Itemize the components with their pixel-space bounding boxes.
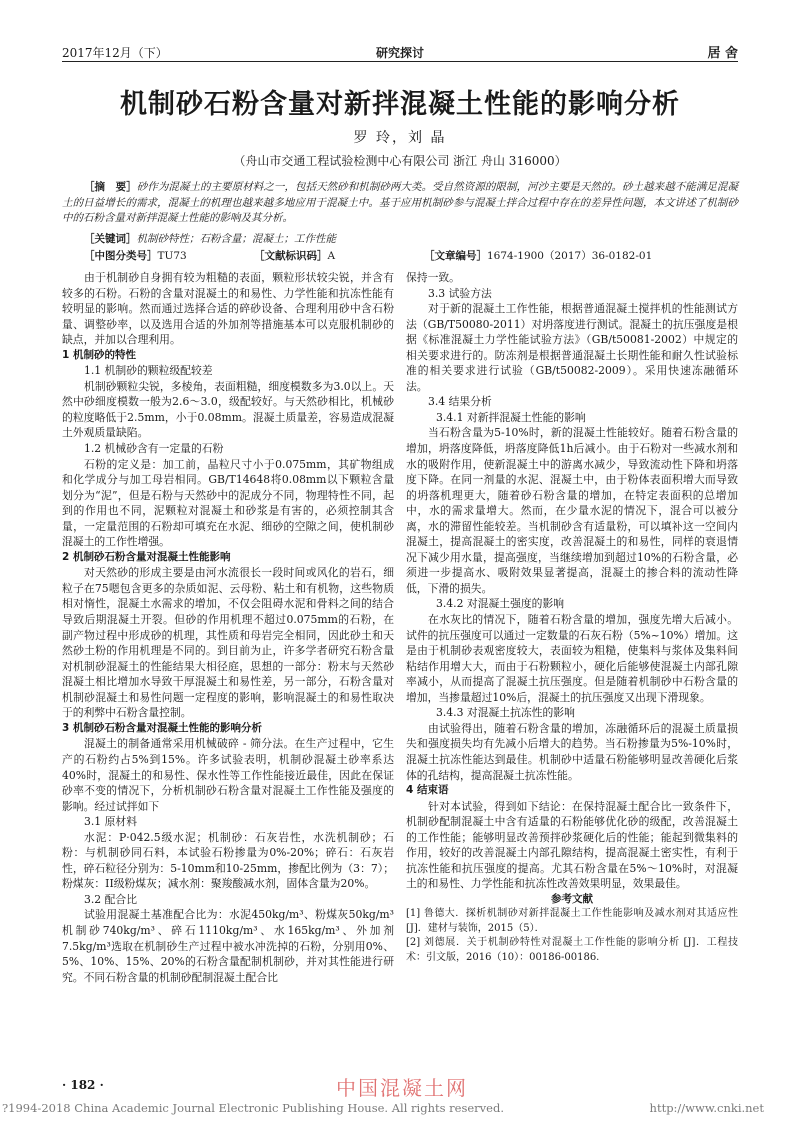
header-journal: 居 舍 [707, 46, 738, 61]
keywords [84, 232, 734, 247]
footer [0, 1098, 800, 1118]
reference-item: [1] 鲁德大．探析机制砂对新拌混凝土工作性能影响及减水剂对其适应性[J]．建材与装饰，2015（5）． [406, 908, 738, 934]
article-number [424, 249, 652, 264]
footer-url[interactable]: http://www.cnki.net [649, 1101, 764, 1115]
subsubsection-heading: 3.4.2 对混凝土强度的影响 [436, 597, 565, 611]
art-value: 1674-1900（2017）36-0182-01 [487, 250, 653, 262]
reference-item: [2] 刘德展．关于机制砂特性对混凝土工作性能的影响分析 [J]．工程技术：引文版，2016（10）：00186-00186. [406, 937, 738, 963]
body-paragraph: 由于机制砂自身拥有较为粗糙的表面，颗粒形状较尖锐，并含有较多的石粉。石粉的含量对混凝土的和易性、力学性能和抗冻性能有较明显的影响。然而通过选择合适的碎砂设备、合理利用砂中含石粉量、调整砂率，以及选用合适的外加剂等措施基本可以克服机制砂的缺点，并加以合理利用。 [62, 271, 394, 347]
body-paragraph: 石粉的定义是：加工前，晶粒尺寸小于0.075mm，其矿物组成和化学成分与加工母岩相同。GB/T14648将0.08mm以下颗粒含量划分为“泥”，但是石粉与天然砂中的泥成分不同，物理特性不同，起到的作用也不同，泥颗粒对混凝土和砂浆是有害的，必须控制其含量，一定量范围的石粉却可填充在水泥、细砂的空隙之间，使机制砂混凝土的工作性增强。 [62, 457, 394, 549]
section-heading: 4 结束语 [406, 784, 449, 797]
section-heading: 2 机制砂石粉含量对混凝土性能影响 [62, 550, 231, 563]
body-paragraph: 水泥：P·042.5级水泥；机制砂：石灰岩性，水洗机制砂；石粉：与机制砂同石料，本试验石粉掺量为0%-20%；碎石：石灰岩性，碎石粒径分别为：5-10mm和10-25mm，掺配比例为（3：7）；粉煤灰：II级粉煤灰；减水剂：聚羧酸减水剂，固体含量为20%。 [62, 830, 394, 891]
article-title: 机制砂石粉含量对新拌混凝土性能的影响分析 [120, 89, 680, 120]
subsection-heading: 3.1 原材料 [84, 815, 137, 829]
body-paragraph: 对天然砂的形成主要是由河水流很长一段时间或风化的岩石，细粒子在75嗯包含更多的杂质如泥、云母粉、粘土和有机物，这些物质相对惰性，混凝土水需求的增加，不仅会阻碍水泥和骨料之间的结合导致后期混凝土开裂。但砂的作用机理不超过0.075mm的石粉，在副产物过程中形成砂的机理，其性质和母岩完全相同，因此砂土和天然砂土粉的作用机理是不同的。到目前为止，许多学者研究石粉含量对机制砂混凝土的性能结果大相径庭，思想的一部分：粉末与天然砂混凝土相比增加水导致干厚混凝土和易性差，另一部分，石粉含量对机制砂混凝土和易性问题一定程度的影响，影响混凝土的和易性取决于的利弊中石粉含量控制。 [62, 566, 394, 720]
body-paragraph: 试验用混凝土基准配合比为：水泥450kg/m³、粉煤灰50kg/m³机制砂740kg/m³、碎石1110kg/m³、水165kg/m³、外加剂7.5kg/m³选取在机制砂生产过程中被水冲洗掉的石粉，分别用0%、5%、10%、15%、20%的石粉含量配制机制砂，并对其性能进行研究。不同石粉含量的机制砂配制混凝土配合比 [62, 908, 394, 984]
body-paragraph: 混凝土的制备通常采用机械破碎 - 筛分法。在生产过程中，它生产的石粉约占5%到15%。许多试验表明，机制砂混凝土砂率系达40%时，混凝土的和易性、保水性等工作性能接近最佳，因此在保证砂率不变的情况下，分析机制砂石粉含量对混凝土工作性能及强度的影响。经过试拌如下 [62, 737, 394, 813]
body-paragraph: 当石粉含量为5-10%时，新的混凝土性能较好。随着石粉含量的增加，坍落度降低，坍落度降低1h后减小。由于石粉对一些减水剂和水的吸附作用，使新混凝土中的游离水减少，导致流动性下降和坍落度下降。在同一剂量的水泥、混凝土中，由于粉体表面积增大而导致的坍落机理更大，随着砂石粉含量的增加，在特定表面积的总增加中，水的需求量增大。然而，在少量水泥的情况下，混合可以被分离，水的滞留性能较差。当机制砂含有适量粉，可以填补这一空间内混凝土，提高混凝土的密实度，改善混凝土的和易性，同样的衰退情况下减少用水量，提高强度，当继续增加到超过10%的石粉含量，必须进一步提高水、吸附效果显著提高，混凝土的掺合料的流动性降低，下滑的损失。 [406, 426, 738, 595]
body-column-right [406, 270, 738, 965]
article-authors: 罗 玲，刘 晶 [353, 130, 447, 146]
abstract-text: 砂作为混凝土的主要原材料之一，包括天然砂和机制砂两大类。受自然资源的限制，河沙主要是天然的。砂土越来越不能满足混凝土的日益增长的需求，混凝土的机理也越来越多地应用于混凝土中。基于应用机制砂参与混凝土拌合过程中存在的差异性问题，本文讲述了机制砂中的石粉含量对新拌混凝土性能的影响及其分析。 [62, 181, 739, 224]
subsubsection-heading: 3.4.3 对混凝土抗冻性的影响 [436, 706, 575, 720]
keywords-label: ［关键词］ [84, 233, 137, 245]
header-date: 2017年12月（下） [62, 46, 168, 60]
body-paragraph: 保持一致。 [406, 271, 460, 284]
clc-number [84, 249, 187, 264]
doc-value: A [327, 250, 336, 262]
doc-label: ［文献标识码］ [254, 250, 328, 262]
body-paragraph: 由试验得出，随着石粉含量的增加，冻融循环后的混凝土质量损失和强度损失均有先减小后增大的趋势。当石粉掺量为5%-10%时，混凝土抗冻性能达到最佳。机制砂中适量石粉能够明显改善硬化后浆体的孔结构，提高混凝土抗冻性能。 [406, 721, 738, 782]
keywords-text: 机制砂特性；石粉含量；混凝土；工作性能 [136, 233, 336, 245]
clc-label: ［中图分类号］ [84, 250, 158, 262]
doc-code [254, 249, 335, 264]
art-label: ［文章编号］ [424, 250, 487, 262]
subsection-heading: 1.1 机制砂的颗粒级配较差 [84, 364, 213, 378]
abstract [62, 180, 738, 227]
body-column-left [62, 270, 394, 985]
footer-copyright: ?1994-2018 China Academic Journal Electronic Publishing House. All rights reserved. [2, 1101, 504, 1115]
subsection-heading: 1.2 机械砂含有一定量的石粉 [84, 442, 224, 456]
clc-value: TU73 [157, 250, 187, 262]
abstract-label: ［摘 要］ [84, 181, 137, 193]
body-paragraph: 在水灰比的情况下，随着石粉含量的增加，强度先增大后减小。试件的抗压强度可以通过一定数量的石灰石粉（5%~10%）增加。这是由于机制砂表观密度较大，表面较为粗糙，使集料与浆体及集料间粘结作用增大大，而由于石粉颗粒小，硬化后能够使混凝土内部孔隙率减小，从而提高了混凝土抗压强度。但是随着机制砂中石粉含量的增加，当掺量超过10%后，混凝土的抗压强度又出现下滑现象。 [406, 613, 738, 704]
running-header [62, 42, 738, 62]
body-paragraph: 针对本试验，得到如下结论：在保持混凝土配合比一致条件下，机制砂配制混凝土中含有适量的石粉能够优化砂的级配，改善混凝土的工作性能；能够明显改善预拌砂浆硬化后的性能；能起到微集料的作用，较好的改善混凝土内部孔隙结构，提高混凝土密实性，有利于抗冻性能和抗压强度的提高。尤其石粉含量在5%～10%时，对混凝土的和易性、力学性能和抗冻性改善效果明显，效果最佳。 [406, 799, 738, 891]
watermark-logo: 中国混凝土网 [336, 1076, 468, 1100]
section-heading: 1 机制砂的特性 [62, 348, 136, 361]
body-paragraph: 机制砂颗粒尖锐，多棱角，表面粗糙，细度模数多为3.0以上。天然中砂细度模数一般为2.6～3.0，级配较好。与天然砂相比，机械砂的粒度略低于2.5mm，小于0.08mm。混凝土质量差，容易造成混凝土外观质量缺陷。 [62, 379, 394, 440]
section-heading: 3 机制砂石粉含量对混凝土性能的影响分析 [62, 721, 262, 734]
body-paragraph: 对于新的混凝土工作性能，根据普通混凝土搅拌机的性能测试方法（GB/T50080-2011）对坍落度进行测试。混凝土的抗压强度是根据《标准混凝土力学性能试验方法》（GB/t50081-2002）中规定的相关要求进行的。防冻剂是根据普通混凝土长期性能和耐久性试验标准的相关要求进行试验（GB/t50082-2009）。采用快速冻融循环法。 [406, 302, 738, 393]
references-heading: 参考文献 [551, 892, 593, 905]
page-number: · 182 · [62, 1078, 104, 1092]
subsection-heading: 3.3 试验方法 [428, 286, 492, 300]
author-affiliation: （舟山市交通工程试验检测中心有限公司 浙江 舟山 316000） [233, 154, 567, 168]
subsubsection-heading: 3.4.1 对新拌混凝土性能的影响 [436, 410, 586, 424]
subsection-heading: 3.2 配合比 [84, 892, 137, 906]
header-section: 研究探讨 [375, 46, 424, 60]
subsection-heading: 3.4 结果分析 [428, 395, 492, 409]
